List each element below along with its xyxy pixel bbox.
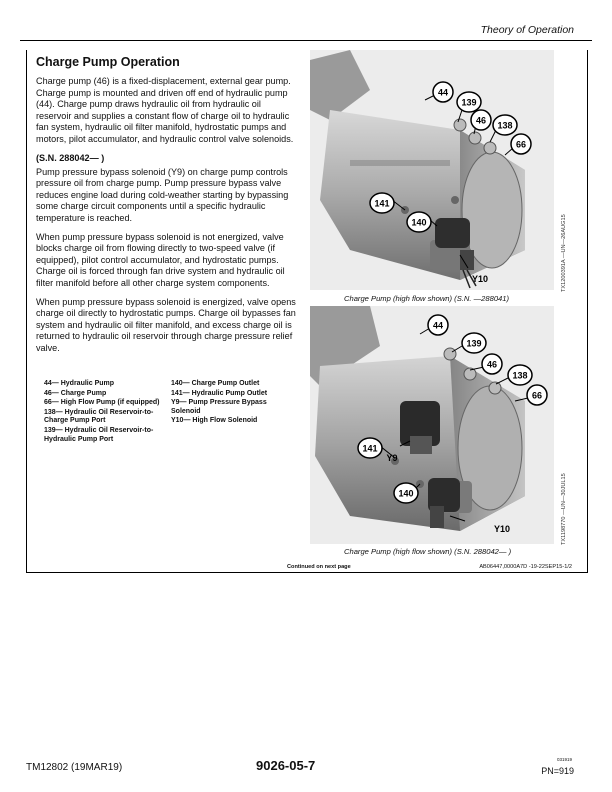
- footer-page-number: 9026-05-7: [256, 758, 316, 773]
- legend-item: 44— Hydraulic Pump: [44, 380, 115, 387]
- legend-item: 66— High Flow Pump (if equipped): [44, 399, 160, 407]
- paragraph-intro: Charge pump (46) is a fixed-displacement, external gear pump. Charge pump is mounted and driven off end of hydraulic pump (44). Charge pump draws hydraulic oil from hydraulic oil reservoir and supplies a constant flow of charge oil to hydraulic fan system, hydraulic oil filter manifold, hydrostatic pumps and motors, pilot accumulator, and hydraulic control valve solenoids.: [36, 76, 294, 144]
- svg-text:Y9: Y9: [386, 453, 398, 463]
- serial-subheading: (S.N. 288042— ): [36, 152, 105, 163]
- header-rule: [20, 40, 592, 41]
- legend-item: 141— Hydraulic Pump Outlet: [171, 389, 268, 397]
- svg-text:141: 141: [374, 198, 390, 209]
- figure-1-caption: Charge Pump (high flow shown) (S.N. —288041): [344, 294, 510, 303]
- continued-note: Continued on next page: [287, 564, 351, 570]
- legend-item: 138— Hydraulic Oil Reservoir-to-Charge Pump Port: [44, 408, 154, 425]
- legend-right-column: [171, 380, 296, 427]
- running-header-title: Theory of Operation: [480, 24, 574, 36]
- svg-text:139: 139: [461, 97, 477, 108]
- figure-charge-pump-early: [310, 50, 554, 290]
- pump-illustration-1: [310, 50, 554, 290]
- text-column: [36, 55, 296, 361]
- legend-item: 139— Hydraulic Oil Reservoir-to-Hydraulic Pump Port: [44, 426, 154, 443]
- figure-2-caption: Charge Pump (high flow shown) (S.N. 288042— ): [344, 547, 512, 556]
- legend-item: 46— Charge Pump: [44, 389, 107, 397]
- svg-text:139: 139: [466, 338, 482, 349]
- figure-1-code: TX1200391A —UN—26AUG15: [561, 214, 567, 292]
- svg-text:66: 66: [515, 139, 527, 150]
- svg-text:140: 140: [411, 217, 427, 228]
- svg-text:141: 141: [362, 443, 378, 454]
- svg-text:Y10: Y10: [493, 524, 511, 534]
- legend-item: 140— Charge Pump Outlet: [171, 380, 260, 387]
- legend-item: Y9— Pump Pressure Bypass Solenoid: [171, 399, 267, 415]
- svg-text:140: 140: [398, 488, 414, 499]
- footer-pn: PN=919: [541, 766, 574, 776]
- svg-text:46: 46: [486, 359, 498, 370]
- legend-item: Y10— High Flow Solenoid: [171, 417, 258, 425]
- paragraph-bypass-solenoid: Pump pressure bypass solenoid (Y9) on charge pump controls pressure oil from charge pump. Pump pressure bypass valve reduces engine load during cold-weather starting by bypassing some charge circuit components until a specific hydraulic temperature is reached.: [36, 166, 289, 223]
- svg-text:Y10: Y10: [471, 274, 489, 284]
- svg-text:138: 138: [497, 120, 513, 131]
- svg-text:44: 44: [432, 320, 444, 331]
- pump-illustration-2: [310, 306, 554, 544]
- footer-manual-id: TM12802 (19MAR19): [26, 762, 123, 773]
- legend-left-column: [44, 380, 169, 445]
- svg-text:66: 66: [531, 390, 543, 401]
- reference-code: AB06447,0000A7D -19-22SEP15-1/2: [479, 564, 572, 570]
- svg-text:46: 46: [475, 115, 487, 126]
- paragraph-energized: When pump pressure bypass solenoid is energized, valve opens charge oil directly to hydrostatic pumps. Charge oil bypasses fan system and hydraulic oil filter manifold, and excess charge oil is returned to hydraulic oil reservoir through charge pressure relief valve.: [36, 296, 296, 353]
- figure-2-code: TX1198770 —UN—30JUL15: [561, 473, 567, 545]
- paragraph-not-energized: When pump pressure bypass solenoid is not energized, valve blocks charge oil from flowing directly to two-speed valve (if equipped), pilot control accumulator, and hydrostatic pumps. Charge oil is forced through fan drive system and hydraulic oil filter manifold before all other charge system components.: [36, 231, 285, 288]
- svg-text:138: 138: [512, 370, 528, 381]
- svg-text:44: 44: [437, 87, 449, 98]
- figure-charge-pump-late: [310, 306, 554, 544]
- footer-date-code: 031919: [556, 757, 572, 762]
- section-title: Charge Pump Operation: [36, 55, 180, 69]
